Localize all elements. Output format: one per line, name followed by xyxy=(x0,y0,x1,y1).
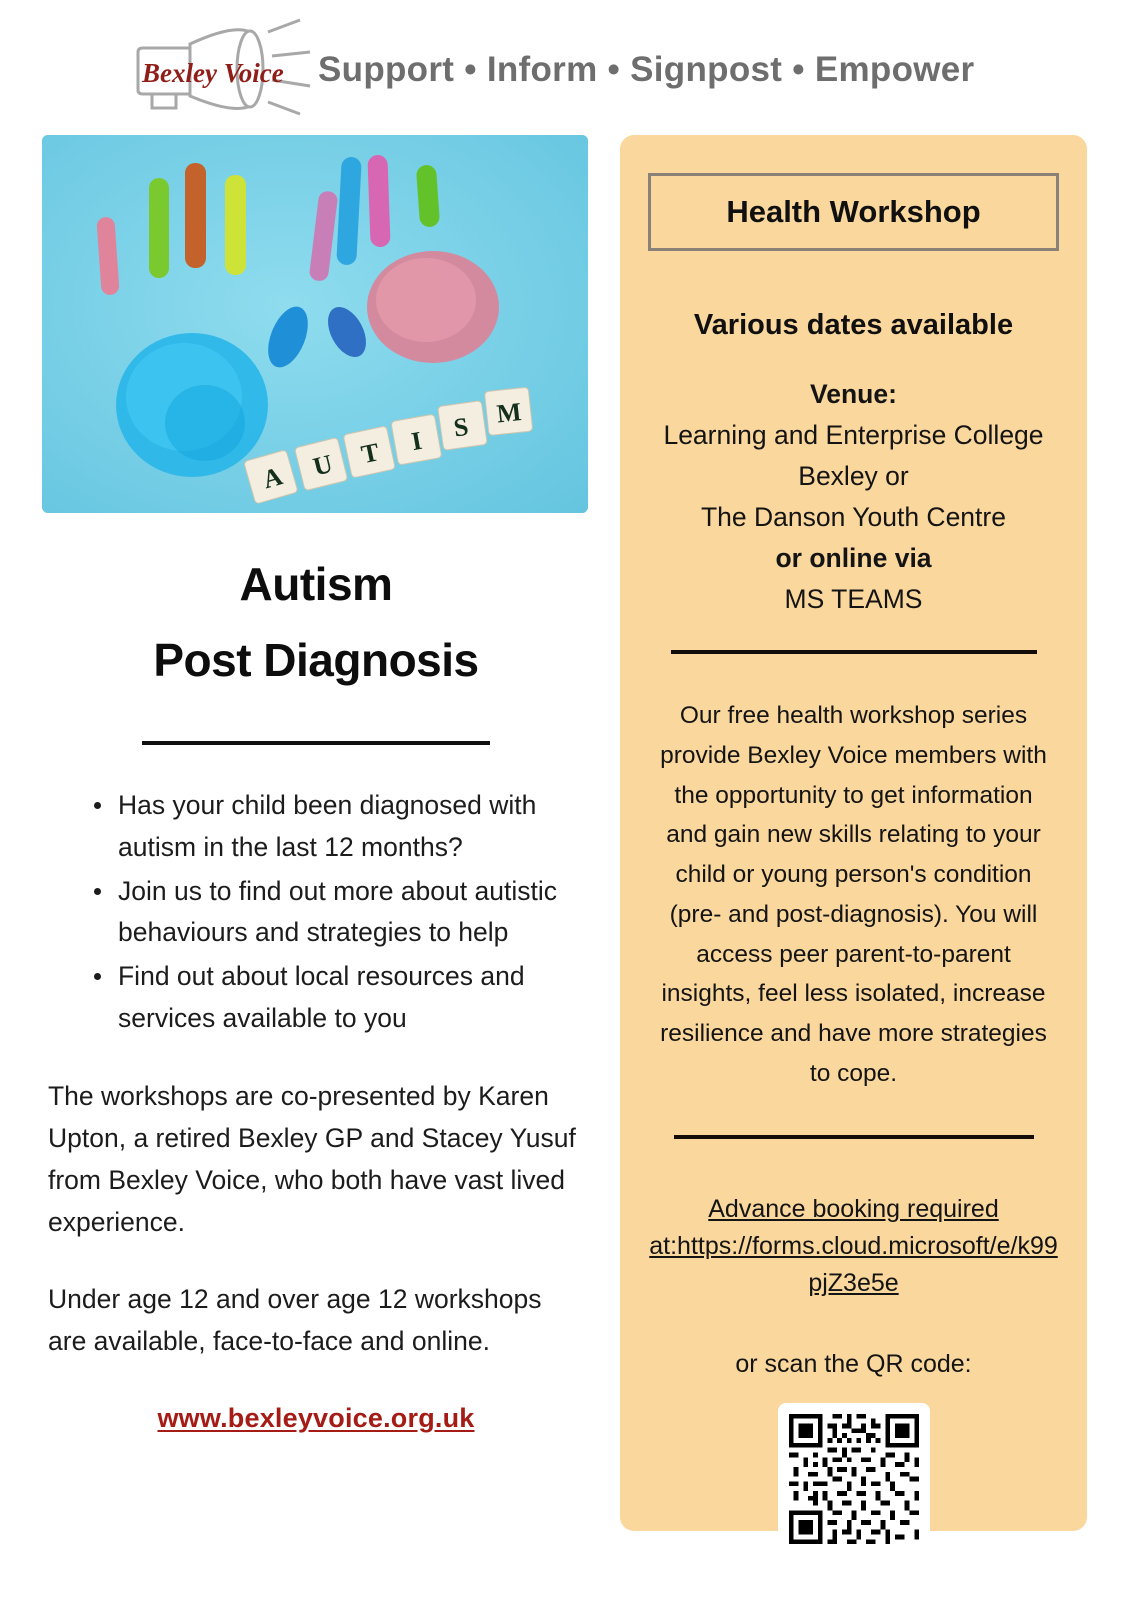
svg-text:U: U xyxy=(310,448,336,482)
title-divider xyxy=(142,741,490,745)
website-link[interactable]: www.bexleyvoice.org.uk xyxy=(157,1403,475,1434)
venue-line-1: Learning and Enterprise College xyxy=(663,420,1044,451)
header-tagline: Support • Inform • Signpost • Empower xyxy=(318,50,975,89)
left-column xyxy=(42,135,590,1434)
page-title xyxy=(42,547,590,699)
list-item: Join us to find out more about autistic behaviours and strategies to help xyxy=(94,871,590,955)
list-item: Find out about local resources and services available to you xyxy=(94,956,590,1040)
dates-available-text: Various dates available xyxy=(693,309,1014,341)
workshop-info-panel xyxy=(620,135,1087,1531)
health-workshop-title: Health Workshop xyxy=(726,194,981,229)
key-points-list xyxy=(42,785,590,1040)
health-workshop-box xyxy=(648,173,1059,251)
panel-divider-top xyxy=(671,650,1037,654)
page-title-line1: Autism xyxy=(239,558,393,610)
venue-line-3: The Danson Youth Centre xyxy=(701,502,1006,533)
booking-link[interactable]: Advance booking required at:https://forms.cloud.microsoft/e/k99pjZ3e5e xyxy=(649,1195,1058,1298)
panel-divider-bottom xyxy=(674,1135,1034,1139)
presenters-paragraph: The workshops are co-presented by Karen Upton, a retired Bexley GP and Stacey Yusuf from Bexley Voice, who both have vast lived experience. xyxy=(48,1080,576,1237)
venue-line-5: MS TEAMS xyxy=(784,584,923,615)
svg-text:S: S xyxy=(451,411,471,443)
svg-text:I: I xyxy=(409,425,425,457)
megaphone-icon xyxy=(128,18,318,118)
bexley-voice-logo[interactable] xyxy=(128,18,318,118)
venue-label: Venue: xyxy=(810,379,897,409)
list-item: Has your child been diagnosed with autism in the last 12 months? xyxy=(94,785,590,869)
svg-text:M: M xyxy=(495,397,523,429)
venue-block xyxy=(648,374,1059,620)
page-title-line2: Post Diagnosis xyxy=(153,633,479,686)
age-groups-paragraph: Under age 12 and over age 12 workshops are available, face-to-face and online. xyxy=(48,1284,542,1357)
venue-line-2: Bexley or xyxy=(798,461,909,492)
page-header xyxy=(0,0,1140,128)
logo-wordmark: Bexley Voice xyxy=(142,58,284,88)
workshop-description: Our free health workshop series provide Bexley Voice members with the opportunity to get information and gain new skills relating to your child or young person's condition (pre- and post-diagnosis). You will access peer parent-to-parent insights, feel less isolated, increase resilience and have more strategies to cope. xyxy=(660,702,1047,1087)
venue-line-4: or online via xyxy=(775,543,932,574)
qr-code-label: or scan the QR code: xyxy=(735,1350,972,1379)
svg-text:T: T xyxy=(358,437,382,470)
autism-handprint-photo xyxy=(42,135,588,513)
qr-code[interactable] xyxy=(778,1403,930,1555)
svg-text:A: A xyxy=(259,461,286,495)
